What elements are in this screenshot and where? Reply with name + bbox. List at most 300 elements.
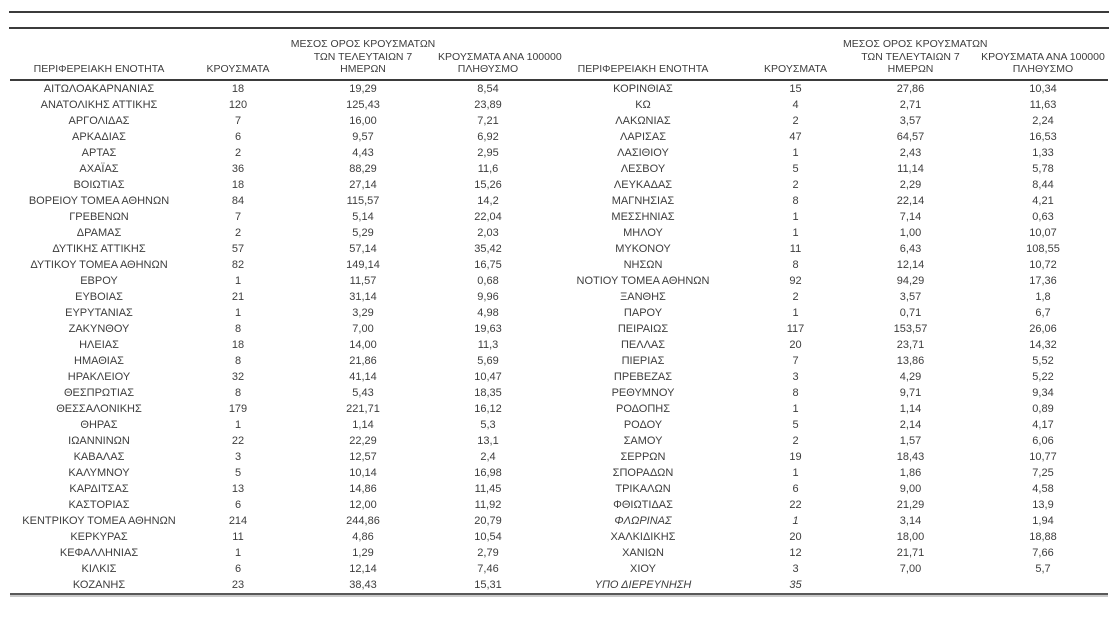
- value-cell: 21,86: [349, 354, 377, 367]
- value-cell: 115,57: [346, 194, 380, 207]
- value-cell: 10,47: [474, 370, 502, 383]
- value-cell: 18,43: [896, 450, 925, 463]
- value-cell: 8: [792, 386, 799, 399]
- region-cell: ΦΛΩΡΙΝΑΣ: [614, 514, 672, 527]
- value-cell: 11,92: [474, 498, 502, 511]
- value-cell: 41,14: [349, 370, 377, 383]
- table-row: [10, 529, 1108, 545]
- table-row: [10, 193, 1108, 209]
- value-cell: 13,86: [896, 354, 925, 367]
- value-cell: 8,44: [1032, 178, 1054, 191]
- value-cell: 7,21: [477, 114, 499, 127]
- cases-table: [10, 38, 1108, 595]
- value-cell: 9,57: [352, 130, 374, 143]
- header-avg7-left-line2: ΤΩΝ ΤΕΛΕΥΤΑΙΩΝ 7: [313, 50, 413, 63]
- region-cell: ΠΙΕΡΙΑΣ: [621, 354, 665, 367]
- value-cell: 1,29: [352, 546, 374, 559]
- value-cell: 21,71: [896, 546, 925, 559]
- value-cell: 1: [234, 418, 242, 431]
- region-cell: ΑΡΤΑΣ: [81, 146, 117, 159]
- value-cell: 12,14: [896, 258, 925, 271]
- table-row: [10, 465, 1108, 481]
- value-cell: 18: [231, 338, 245, 351]
- value-cell: 12,00: [349, 498, 377, 511]
- value-cell: 214: [228, 514, 248, 527]
- value-cell: 18: [231, 178, 245, 191]
- region-cell: ΚΙΛΚΙΣ: [81, 562, 117, 575]
- value-cell: 14,86: [349, 482, 377, 495]
- header-region-left-label: ΠΕΡΙΦΕΡΕΙΑΚΗ ΕΝΟΤΗΤΑ: [33, 63, 165, 75]
- value-cell: 16,98: [474, 466, 502, 479]
- value-cell: 7,14: [899, 210, 922, 223]
- value-cell: 3: [792, 562, 799, 575]
- value-cell: 120: [228, 98, 248, 111]
- value-cell: 1: [792, 226, 799, 239]
- value-cell: 7,25: [1032, 466, 1054, 479]
- value-cell: 23,89: [474, 98, 502, 111]
- region-cell: ΔΥΤΙΚΟΥ ΤΟΜΕΑ ΑΘΗΝΩΝ: [30, 258, 168, 271]
- region-cell: ΙΩΑΝΝΙΝΩΝ: [68, 434, 130, 447]
- value-cell: 1,14: [352, 418, 374, 431]
- value-cell: 8: [234, 386, 242, 399]
- value-cell: 3,14: [899, 514, 922, 527]
- value-cell: 3,57: [899, 290, 922, 303]
- value-cell: 14,32: [1029, 338, 1057, 351]
- value-cell: 17,36: [1029, 274, 1057, 287]
- table-row: [10, 97, 1108, 113]
- value-cell: 16,53: [1029, 130, 1057, 143]
- region-cell: ΚΕΦΑΛΛΗΝΙΑΣ: [59, 546, 139, 559]
- region-cell: ΑΧΑΪΑΣ: [79, 162, 119, 175]
- table-row: [10, 321, 1108, 337]
- region-cell: ΚΑΣΤΟΡΙΑΣ: [68, 498, 130, 511]
- value-cell: 6: [792, 482, 799, 495]
- value-cell: 64,57: [896, 130, 925, 143]
- value-cell: 1: [792, 466, 799, 479]
- table-row: [10, 417, 1108, 433]
- region-cell: ΚΕΡΚΥΡΑΣ: [70, 530, 128, 543]
- table-row: [10, 561, 1108, 577]
- table-row: [10, 289, 1108, 305]
- table-row: [10, 305, 1108, 321]
- value-cell: 7,66: [1032, 546, 1054, 559]
- region-cell: ΚΑΡΔΙΤΣΑΣ: [69, 482, 129, 495]
- header-avg7-right-line2: ΤΩΝ ΤΕΛΕΥΤΑΙΩΝ 7: [861, 50, 960, 63]
- value-cell: 1,86: [899, 466, 922, 479]
- value-cell: 4,86: [352, 530, 374, 543]
- region-cell: ΤΡΙΚΑΛΩΝ: [615, 482, 671, 495]
- value-cell: 2,79: [477, 546, 499, 559]
- value-cell: 1: [792, 210, 799, 223]
- table-row: [10, 161, 1108, 177]
- value-cell: 5,14: [352, 210, 374, 223]
- value-cell: 22: [789, 498, 802, 511]
- value-cell: 125,43: [346, 98, 380, 111]
- value-cell: 19: [789, 450, 802, 463]
- value-cell: 38,43: [288, 577, 438, 594]
- value-cell: 57: [231, 242, 245, 255]
- value-cell: 19,63: [474, 322, 502, 335]
- region-cell: ΑΡΚΑΔΙΑΣ: [72, 130, 126, 143]
- header-avg7-right-line1: ΜΕΣΟΣ ΟΡΟΣ ΚΡΟΥΣΜΑΤΩΝ: [843, 38, 988, 50]
- header-avg7-right-line3: ΗΜΕΡΩΝ: [887, 63, 934, 75]
- value-cell: 16,12: [474, 402, 502, 415]
- value-cell: 5: [792, 418, 799, 431]
- region-cell: ΞΑΝΘΗΣ: [620, 290, 666, 303]
- region-cell: ΔΡΑΜΑΣ: [76, 226, 122, 239]
- value-cell: 9,96: [477, 290, 499, 303]
- value-cell: 92: [789, 274, 802, 287]
- value-cell: 88,29: [349, 162, 377, 175]
- region-cell: ΕΥΒΟΙΑΣ: [75, 290, 123, 303]
- value-cell: 2: [234, 226, 242, 239]
- value-cell: 7,00: [899, 562, 922, 575]
- value-cell: 20: [789, 530, 802, 543]
- region-cell: ΡΟΔΟΠΗΣ: [615, 402, 671, 415]
- value-cell: 5,78: [1032, 162, 1054, 175]
- value-cell: 11,14: [897, 162, 924, 175]
- table-row: [10, 337, 1108, 353]
- value-cell: 6,7: [1035, 306, 1051, 319]
- value-cell: 1,33: [1032, 146, 1054, 159]
- region-cell: ΣΑΜΟΥ: [623, 434, 663, 447]
- table-row: [10, 497, 1108, 513]
- value-cell: 11,6: [477, 162, 499, 175]
- value-cell: 149,14: [346, 258, 380, 271]
- table-body: [10, 80, 1108, 594]
- value-cell: 11,63: [1029, 98, 1057, 111]
- region-cell: ΛΕΥΚΑΔΑΣ: [613, 178, 673, 191]
- value-cell: 2,29: [899, 178, 922, 191]
- region-cell: ΧΙΟΥ: [630, 562, 656, 575]
- value-cell: 4,58: [1032, 482, 1054, 495]
- value-cell: 6: [234, 498, 242, 511]
- table-row: [10, 273, 1108, 289]
- header-cases-left: [188, 38, 288, 80]
- header-per100k-right: [978, 38, 1108, 80]
- value-cell: 36: [231, 162, 245, 175]
- value-cell: 13,1: [477, 434, 499, 447]
- value-cell: 9,34: [1032, 386, 1054, 399]
- region-cell: ΕΒΡΟΥ: [80, 274, 118, 287]
- region-cell: ΠΡΕΒΕΖΑΣ: [613, 370, 673, 383]
- value-cell: 5,22: [1032, 370, 1054, 383]
- table-row: [10, 129, 1108, 145]
- header-per100k-left-line2: ΠΛΗΘΥΣΜΟ: [457, 63, 519, 75]
- value-cell: 22: [231, 434, 245, 447]
- region-cell: ΚΟΖΑΝΗΣ: [10, 577, 188, 594]
- value-cell: 1: [234, 546, 242, 559]
- value-cell: 13: [231, 482, 245, 495]
- value-cell: 117: [786, 322, 805, 335]
- region-cell: ΜΑΓΝΗΣΙΑΣ: [611, 194, 675, 207]
- header-avg7-right: [843, 38, 988, 80]
- value-cell: 2: [792, 290, 799, 303]
- value-cell: 2,71: [899, 98, 922, 111]
- table-row: [10, 257, 1108, 273]
- value-cell: 8: [792, 194, 799, 207]
- value-cell: 11,57: [349, 274, 377, 287]
- value-cell: 6,92: [477, 130, 499, 143]
- value-cell: 7,46: [477, 562, 499, 575]
- value-cell: 13,9: [1032, 498, 1054, 511]
- region-cell: ΒΟΙΩΤΙΑΣ: [73, 178, 125, 191]
- value-cell: 2,03: [477, 226, 499, 239]
- region-cell: ΓΡΕΒΕΝΩΝ: [69, 210, 129, 223]
- value-cell: 5: [792, 162, 799, 175]
- region-cell: ΠΕΙΡΑΙΩΣ: [617, 322, 669, 335]
- value-cell: 179: [228, 402, 248, 415]
- value-cell: 5,43: [352, 386, 374, 399]
- value-cell: 16,75: [474, 258, 502, 271]
- region-cell: ΑΡΓΟΛΙΔΑΣ: [68, 114, 130, 127]
- value-cell: 6,06: [1032, 434, 1054, 447]
- region-cell: ΜΥΚΟΝΟΥ: [615, 242, 671, 255]
- value-cell: 5,69: [477, 354, 499, 367]
- value-cell: 11: [789, 242, 802, 255]
- value-cell: 5,29: [352, 226, 374, 239]
- region-cell: ΑΝΑΤΟΛΙΚΗΣ ΑΤΤΙΚΗΣ: [40, 98, 158, 111]
- region-cell: ΧΑΝΙΩΝ: [622, 546, 664, 559]
- region-cell: ΛΑΚΩΝΙΑΣ: [615, 114, 671, 127]
- header-cases-right-label: ΚΡΟΥΣΜΑΤΑ: [764, 63, 827, 75]
- region-cell: ΦΘΙΩΤΙΔΑΣ: [613, 498, 673, 511]
- value-cell: 0,68: [477, 274, 499, 287]
- table-row: [10, 177, 1108, 193]
- region-cell: ΣΕΡΡΩΝ: [620, 450, 666, 463]
- value-cell: 10,77: [1029, 450, 1057, 463]
- header-per100k-left: [438, 38, 562, 80]
- value-cell: 32: [231, 370, 245, 383]
- table-row: [10, 80, 1108, 97]
- value-cell: 12: [789, 546, 802, 559]
- region-cell: ΒΟΡΕΙΟΥ ΤΟΜΕΑ ΑΘΗΝΩΝ: [28, 194, 170, 207]
- value-cell: 23: [188, 577, 288, 594]
- value-cell: 10,54: [474, 530, 502, 543]
- value-cell: 4,43: [352, 146, 374, 159]
- value-cell: 18,35: [474, 386, 502, 399]
- region-cell: ΕΥΡΥΤΑΝΙΑΣ: [65, 306, 133, 319]
- top-rule-2: [9, 27, 1109, 29]
- value-cell: 0,71: [899, 306, 922, 319]
- value-cell: 22,04: [474, 210, 502, 223]
- value-cell: 108,55: [1026, 242, 1060, 255]
- value-cell: 35: [748, 577, 843, 594]
- header-per100k-right-line2: ΠΛΗΘΥΣΜΟ: [1012, 63, 1074, 75]
- table-row: [10, 513, 1108, 529]
- value-cell: 18: [231, 82, 245, 95]
- value-cell: 4: [792, 98, 799, 111]
- value-cell: 7: [792, 354, 799, 367]
- value-cell: 1,94: [1032, 514, 1054, 527]
- value-cell: 27,86: [896, 82, 925, 95]
- region-cell: ΠΕΛΛΑΣ: [620, 338, 666, 351]
- top-rule-1: [9, 11, 1109, 13]
- value-cell: 47: [789, 130, 802, 143]
- value-cell: 0,89: [1032, 402, 1054, 415]
- value-cell: 23,71: [896, 338, 925, 351]
- value-cell: 16,00: [349, 114, 377, 127]
- table-row: [10, 145, 1108, 161]
- region-cell: ΜΕΣΣΗΝΙΑΣ: [611, 210, 675, 223]
- value-cell: [843, 577, 978, 594]
- value-cell: 5,3: [480, 418, 496, 431]
- table-row: [10, 385, 1108, 401]
- value-cell: 8: [234, 354, 242, 367]
- value-cell: 26,06: [1029, 322, 1057, 335]
- value-cell: 22,29: [349, 434, 377, 447]
- value-cell: 12,14: [349, 562, 377, 575]
- value-cell: 22,14: [896, 194, 925, 207]
- table-row: [10, 577, 1108, 594]
- value-cell: 2: [792, 178, 799, 191]
- region-cell: ΛΕΣΒΟΥ: [620, 162, 666, 175]
- table-row: [10, 369, 1108, 385]
- value-cell: 10,14: [349, 466, 377, 479]
- value-cell: 1: [792, 402, 799, 415]
- header-avg7-left-line3: ΗΜΕΡΩΝ: [340, 63, 386, 75]
- value-cell: 8: [234, 322, 242, 335]
- region-cell: ΡΕΘΥΜΝΟΥ: [611, 386, 675, 399]
- region-cell: ΝΟΤΙΟΥ ΤΟΜΕΑ ΑΘΗΝΩΝ: [576, 274, 710, 287]
- table-row: [10, 433, 1108, 449]
- value-cell: 21: [231, 290, 245, 303]
- table-row: [10, 209, 1108, 225]
- region-cell: ΧΑΛΚΙΔΙΚΗΣ: [610, 530, 676, 543]
- table-row: [10, 401, 1108, 417]
- region-cell: ΚΑΒΑΛΑΣ: [73, 450, 125, 463]
- value-cell: 3: [234, 450, 242, 463]
- region-cell: ΛΑΣΙΘΙΟΥ: [617, 146, 669, 159]
- value-cell: 20: [789, 338, 802, 351]
- header-per100k-left-line1: ΚΡΟΥΣΜΑΤΑ ΑΝΑ 100000: [438, 50, 562, 63]
- region-cell: ΑΙΤΩΛΟΑΚΑΡΝΑΝΙΑΣ: [43, 82, 155, 95]
- header-row: [10, 38, 1108, 80]
- region-cell: ΚΩ: [635, 98, 651, 111]
- value-cell: 21,29: [896, 498, 925, 511]
- value-cell: 9,00: [899, 482, 922, 495]
- value-cell: 8,54: [477, 82, 499, 95]
- value-cell: 6: [234, 562, 242, 575]
- value-cell: 27,14: [349, 178, 377, 191]
- region-cell: ΜΗΛΟΥ: [623, 226, 663, 239]
- table-row: [10, 353, 1108, 369]
- value-cell: 4,21: [1032, 194, 1054, 207]
- value-cell: 2: [234, 146, 242, 159]
- value-cell: 1: [792, 514, 799, 527]
- value-cell: 19,29: [349, 82, 377, 95]
- value-cell: 9,71: [899, 386, 922, 399]
- value-cell: 1: [792, 306, 799, 319]
- value-cell: 2: [792, 434, 799, 447]
- value-cell: 2: [792, 114, 799, 127]
- table-row: [10, 113, 1108, 129]
- header-per100k-right-line1: ΚΡΟΥΣΜΑΤΑ ΑΝΑ 100000: [981, 50, 1105, 63]
- table-row: [10, 449, 1108, 465]
- value-cell: 2,24: [1032, 114, 1054, 127]
- table-row: [10, 545, 1108, 561]
- value-cell: 5: [234, 466, 242, 479]
- value-cell: 57,14: [349, 242, 377, 255]
- value-cell: 153,57: [893, 322, 928, 335]
- header-avg7-left-line1: ΜΕΣΟΣ ΟΡΟΣ ΚΡΟΥΣΜΑΤΩΝ: [290, 38, 436, 50]
- value-cell: 8: [792, 258, 799, 271]
- value-cell: 15,26: [474, 178, 502, 191]
- value-cell: 84: [231, 194, 245, 207]
- value-cell: 2,14: [899, 418, 922, 431]
- value-cell: 94,29: [896, 274, 925, 287]
- value-cell: 221,71: [346, 402, 380, 415]
- value-cell: 0,63: [1032, 210, 1054, 223]
- value-cell: 3: [792, 370, 799, 383]
- region-cell: ΚΕΝΤΡΙΚΟΥ ΤΟΜΕΑ ΑΘΗΝΩΝ: [22, 514, 176, 527]
- header-region-right: [538, 38, 748, 80]
- value-cell: 2,95: [477, 146, 499, 159]
- value-cell: 15,31: [438, 577, 538, 594]
- value-cell: 4,98: [477, 306, 499, 319]
- value-cell: 10,34: [1029, 82, 1057, 95]
- value-cell: 7: [234, 210, 242, 223]
- table-row: [10, 241, 1108, 257]
- region-cell: ΘΕΣΠΡΩΤΙΑΣ: [63, 386, 135, 399]
- value-cell: 11,3: [477, 338, 499, 351]
- value-cell: 14,00: [349, 338, 377, 351]
- table-row: [10, 481, 1108, 497]
- header-avg7-left: [288, 38, 438, 80]
- value-cell: 1: [234, 274, 242, 287]
- value-cell: 7,00: [352, 322, 374, 335]
- value-cell: 20,79: [474, 514, 502, 527]
- value-cell: 4,29: [899, 370, 922, 383]
- value-cell: 1: [792, 146, 799, 159]
- region-cell: ΔΥΤΙΚΗΣ ΑΤΤΙΚΗΣ: [52, 242, 146, 255]
- region-cell: ΛΑΡΙΣΑΣ: [619, 130, 666, 143]
- value-cell: 10,72: [1029, 258, 1057, 271]
- value-cell: 1: [234, 306, 242, 319]
- table-row: [10, 225, 1108, 241]
- region-cell: ΘΗΡΑΣ: [80, 418, 118, 431]
- value-cell: 12,57: [349, 450, 377, 463]
- value-cell: 2,43: [899, 146, 922, 159]
- value-cell: 35,42: [474, 242, 502, 255]
- value-cell: 4,17: [1032, 418, 1054, 431]
- value-cell: 6: [234, 130, 242, 143]
- value-cell: 244,86: [346, 514, 380, 527]
- value-cell: 31,14: [349, 290, 377, 303]
- value-cell: [978, 577, 1108, 594]
- header-region-left: [10, 38, 188, 80]
- region-cell: ΣΠΟΡΑΔΩΝ: [612, 466, 674, 479]
- region-cell: ΚΟΡΙΝΘΙΑΣ: [613, 82, 673, 95]
- region-cell: ΗΛΕΙΑΣ: [79, 338, 119, 351]
- value-cell: 5,52: [1032, 354, 1054, 367]
- value-cell: 18,88: [1029, 530, 1057, 543]
- value-cell: 18,00: [896, 530, 925, 543]
- value-cell: 6,43: [899, 242, 922, 255]
- value-cell: 15: [789, 82, 802, 95]
- value-cell: 82: [231, 258, 245, 271]
- value-cell: 1,00: [899, 226, 922, 239]
- region-cell: ΗΡΑΚΛΕΙΟΥ: [67, 370, 131, 383]
- value-cell: 1,57: [899, 434, 922, 447]
- region-cell: ΡΟΔΟΥ: [623, 418, 663, 431]
- region-cell: ΠΑΡΟΥ: [623, 306, 663, 319]
- value-cell: 7: [234, 114, 242, 127]
- region-cell: ΥΠΟ ΔΙΕΡΕΥΝΗΣΗ: [538, 577, 748, 594]
- value-cell: 3,57: [899, 114, 922, 127]
- region-cell: ΘΕΣΣΑΛΟΝΙΚΗΣ: [56, 402, 142, 415]
- header-region-right-label: ΠΕΡΙΦΕΡΕΙΑΚΗ ΕΝΟΤΗΤΑ: [577, 63, 709, 75]
